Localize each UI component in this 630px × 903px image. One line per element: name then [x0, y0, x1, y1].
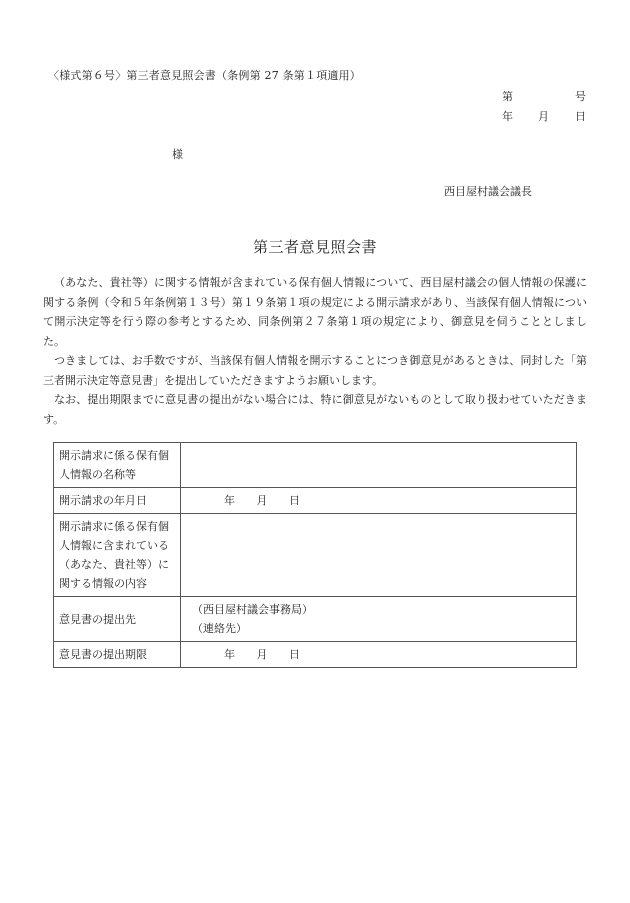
row-label-request-date: 開示請求の年月日 — [54, 488, 181, 514]
row-value-submission-destination — [181, 597, 577, 642]
deadline-day: 日 — [289, 648, 300, 661]
body-paragraph-1: （あなた、貴社等）に関する情報が含まれている保有個人情報について、西目屋村議会の個人情報の保護に関する条例（令和５年条例第１３号）第１９条第１項の規定による開示請求があり、当該保有個人情報について開示決定等を行う際の参考とするため、同条例第２７条第１項の規定により、御意見を伺うこととしました。 — [43, 276, 587, 348]
row-value-info-name — [181, 443, 577, 488]
table-row — [54, 597, 577, 642]
issue-date-day: 日 — [575, 110, 586, 123]
body-paragraph-2: つきましては、お手数ですが、当該保有個人情報を開示することにつき御意見があるときは、同封した「第三者開示決定等意見書」を提出していただきますようお願いします。 — [43, 354, 587, 387]
deadline-month: 月 — [256, 648, 268, 661]
table-row — [54, 443, 577, 488]
request-date-day: 日 — [289, 494, 300, 507]
request-date-year: 年 — [224, 494, 235, 507]
body-paragraph-3: なお、提出期限までに意見書の提出がない場合には、特に御意見がないものとして取り扱わせていただきます。 — [43, 393, 587, 426]
destination-office: （西目屋村議会事務局） — [192, 603, 313, 616]
request-date-month: 月 — [256, 494, 268, 507]
body-text — [43, 273, 587, 429]
row-value-info-content — [181, 514, 577, 597]
issue-date-year: 年 — [502, 110, 513, 123]
row-value-request-date — [181, 488, 577, 514]
issue-date-month: 月 — [538, 110, 549, 123]
destination-contact: （連絡先） — [192, 622, 247, 635]
document-number-dai: 第 — [502, 90, 513, 103]
document-number-go: 号 — [575, 90, 586, 103]
form-number: 〈様式第６号〉第三者意見照会書（条例第 27 条第１項適用） — [48, 69, 361, 82]
row-label-submission-destination: 意見書の提出先 — [54, 597, 181, 642]
addressee-sama: 様 — [172, 148, 183, 161]
row-value-submission-deadline — [181, 642, 577, 668]
document-title: 第三者意見照会書 — [252, 238, 377, 256]
table-row — [54, 514, 577, 597]
information-table — [53, 442, 577, 668]
row-label-submission-deadline: 意見書の提出期限 — [54, 642, 181, 668]
row-label-info-content: 開示請求に係る保有個人情報に含まれている（あなた、貴社等）に関する情報の内容 — [54, 514, 181, 597]
table-row — [54, 488, 577, 514]
deadline-year: 年 — [224, 648, 235, 661]
sender-name: 西目屋村議会議長 — [444, 185, 532, 198]
row-label-info-name: 開示請求に係る保有個人情報の名称等 — [54, 443, 181, 488]
table-row — [54, 642, 577, 668]
